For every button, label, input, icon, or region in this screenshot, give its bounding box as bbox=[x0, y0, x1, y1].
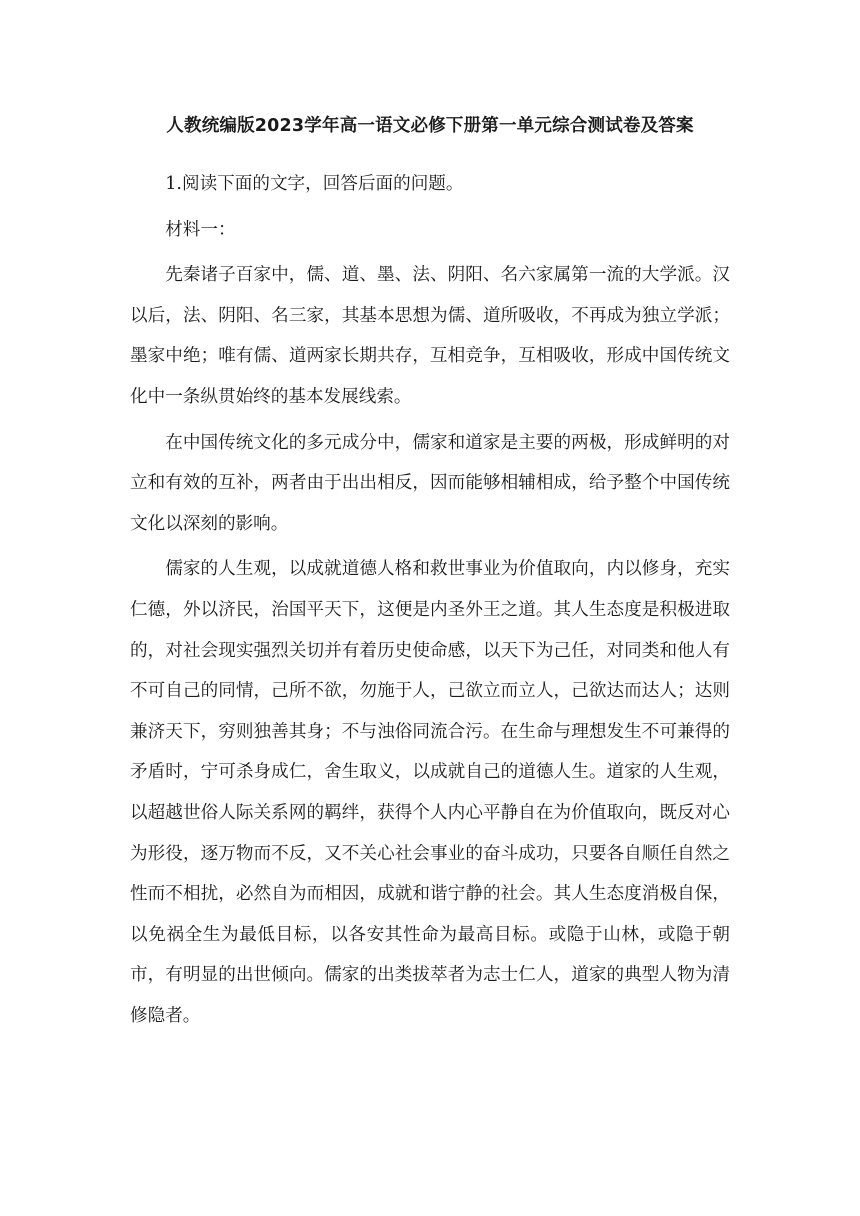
paragraph-two-poles: 在中国传统文化的多元成分中，儒家和道家是主要的两极，形成鲜明的对立和有效的互补，两者由于出出相反，因而能够相辅相成，给予整个中国传统文化以深刻的影响。 bbox=[130, 432, 730, 534]
material-label: 材料一： bbox=[165, 219, 236, 240]
paragraph-schools: 先秦诸子百家中，儒、道、墨、法、阴阳、名六家属第一流的大学派。汉以后，法、阴阳、名三家，其基本思想为儒、道所吸收，不再成为独立学派；墨家中绝；唯有儒、道两家长期共存，互相竞争，互相吸收，形成中国传统文化中一条纵贯始终的基本发展线索。 bbox=[130, 265, 730, 407]
document-title: 人教统编版2023学年高一语文必修下册第一单元综合测试卷及答案 bbox=[166, 116, 694, 136]
paragraph-life-views: 儒家的人生观，以成就道德人格和救世事业为价值取向，内以修身，充实仁德，外以济民，治国平天下，这便是内圣外王之道。其人生态度是积极进取的，对社会现实强烈关切并有着历史使命感，以天下为己任，对同类和他人有不可自己的同情，己所不欲，勿施于人，己欲立而立人，己欲达而达人；达则兼济天下，穷则独善其身；不与浊俗同流合污。在生命与理想发生不可兼得的矛盾时，宁可杀身成仁，舍生取义，以成就自己的道德人生。道家的人生观，以超越世俗人际关系网的羁绊，获得个人内心平静自在为价值取向，既反对心为形役，逐万物而不反，又不关心社会事业的奋斗成功，只要各自顺任自然之性而不相扰，必然自为而相因，成就和谐宁静的社会。其人生态度消极自保，以免祸全生为最低目标，以各安其性命为最高目标。或隐于山林，或隐于朝市，有明显的出世倾向。儒家的出类拔萃者为志士仁人，道家的典型人物为清修隐者。 bbox=[130, 559, 730, 1026]
question-prompt: 1.阅读下面的文字，回答后面的问题。 bbox=[165, 174, 464, 194]
document-body bbox=[130, 108, 730, 1041]
